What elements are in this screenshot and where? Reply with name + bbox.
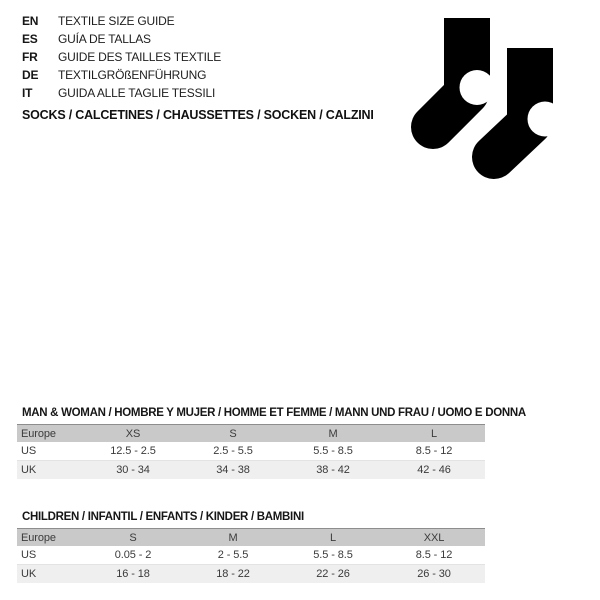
- size-cell: 16 - 18: [83, 565, 183, 584]
- language-row: [22, 30, 221, 48]
- language-code: ES: [22, 32, 38, 46]
- table-row: [17, 461, 485, 480]
- region-label: US: [17, 546, 83, 565]
- language-row: [22, 12, 221, 30]
- language-row: [22, 84, 221, 102]
- size-cell: 5.5 - 8.5: [283, 442, 383, 461]
- size-cell: 18 - 22: [183, 565, 283, 584]
- language-label: TEXTILGRÖßENFÜHRUNG: [58, 68, 207, 82]
- size-cell: 5.5 - 8.5: [283, 546, 383, 565]
- language-code: DE: [22, 68, 39, 82]
- size-cell: 22 - 26: [283, 565, 383, 584]
- sock-left: [433, 18, 495, 127]
- region-label: US: [17, 442, 83, 461]
- size-cell: 38 - 42: [283, 461, 383, 480]
- size-table-children: [17, 528, 485, 583]
- size-cell: 8.5 - 12: [383, 442, 485, 461]
- language-label: GUÍA DE TALLAS: [58, 32, 151, 46]
- table-row: [17, 442, 485, 461]
- table-row: [17, 546, 485, 565]
- size-cell: 0.05 - 2: [83, 546, 183, 565]
- table-row: [17, 565, 485, 584]
- table-title-children: CHILDREN / INFANTIL / ENFANTS / KINDER / BAMBINI: [22, 511, 304, 523]
- language-list: [22, 12, 221, 102]
- region-label: UK: [17, 565, 83, 584]
- column-header: Europe: [17, 425, 83, 443]
- language-label: TEXTILE SIZE GUIDE: [58, 14, 175, 28]
- column-header: Europe: [17, 529, 83, 547]
- language-label: GUIDE DES TAILLES TEXTILE: [58, 50, 222, 64]
- column-header: M: [283, 425, 383, 443]
- column-header: XS: [83, 425, 183, 443]
- table-header-row: [17, 529, 485, 547]
- size-cell: 12.5 - 2.5: [83, 442, 183, 461]
- language-label: GUIDA ALLE TAGLIE TESSILI: [58, 86, 216, 100]
- size-cell: 26 - 30: [383, 565, 485, 584]
- language-code: FR: [22, 50, 38, 64]
- column-header: L: [383, 425, 485, 443]
- column-header: S: [183, 425, 283, 443]
- size-table-man-woman: [17, 424, 485, 479]
- language-row: [22, 48, 221, 66]
- table-header-row: [17, 425, 485, 443]
- socks-icon: [400, 5, 580, 185]
- size-cell: 2 - 5.5: [183, 546, 283, 565]
- size-cell: 34 - 38: [183, 461, 283, 480]
- column-header: L: [283, 529, 383, 547]
- language-row: [22, 66, 221, 84]
- column-header: S: [83, 529, 183, 547]
- size-cell: 30 - 34: [83, 461, 183, 480]
- region-label: UK: [17, 461, 83, 480]
- size-cell: 2.5 - 5.5: [183, 442, 283, 461]
- size-cell: 42 - 46: [383, 461, 485, 480]
- column-header: XXL: [383, 529, 485, 547]
- column-header: M: [183, 529, 283, 547]
- table-title-man-woman: MAN & WOMAN / HOMBRE Y MUJER / HOMME ET FEMME / MANN UND FRAU / UOMO E DONNA: [22, 407, 526, 419]
- size-cell: 8.5 - 12: [383, 546, 485, 565]
- sock-right: [494, 48, 563, 157]
- language-code: EN: [22, 14, 39, 28]
- category-title: SOCKS / CALCETINES / CHAUSSETTES / SOCKEN / CALZINI: [22, 108, 374, 122]
- language-code: IT: [22, 86, 33, 100]
